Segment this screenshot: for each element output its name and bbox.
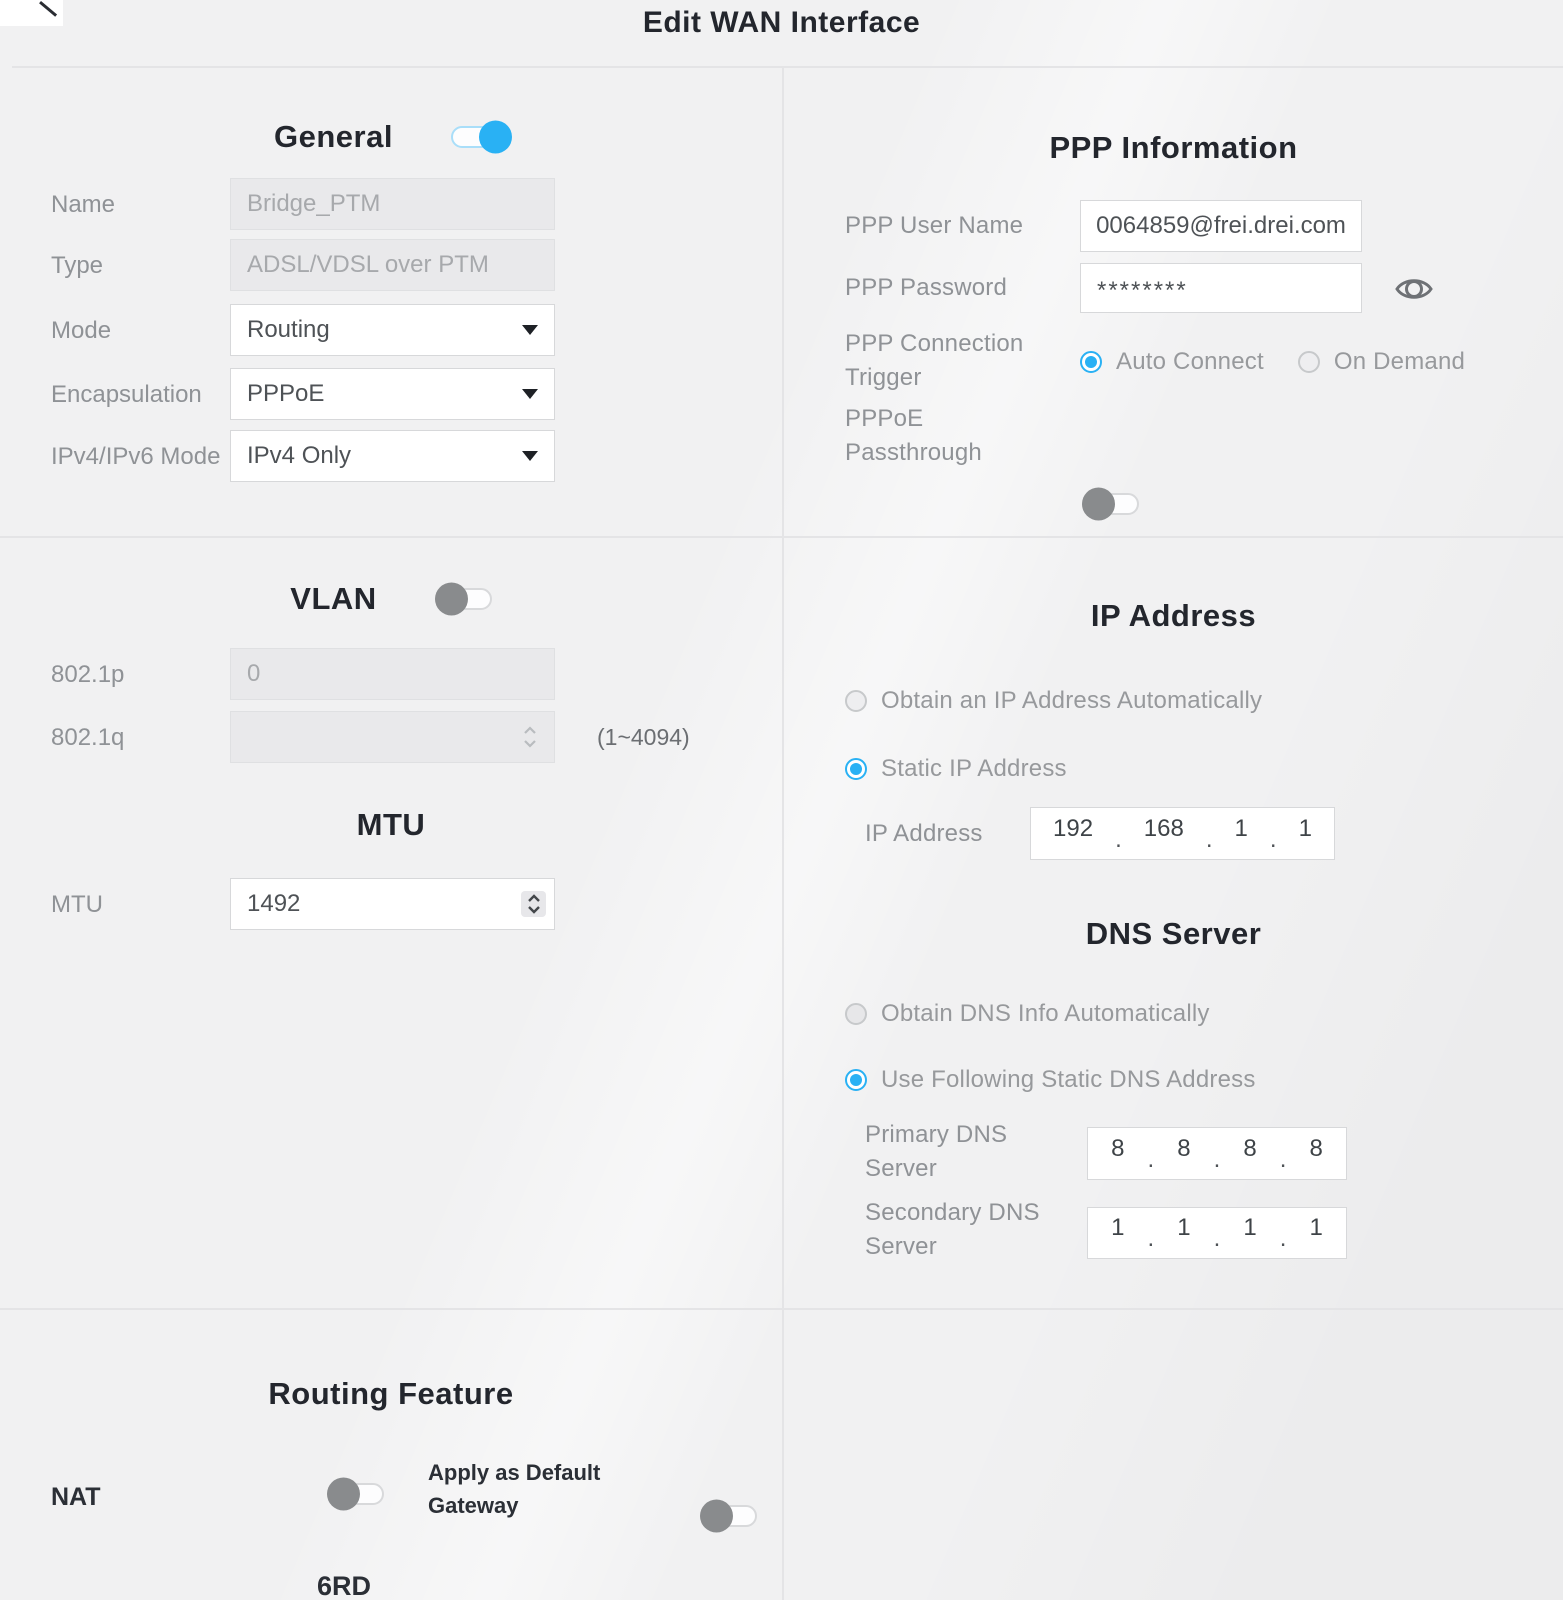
ip-dot	[1214, 1208, 1221, 1258]
ppp-heading: PPP Information	[1049, 130, 1298, 165]
mode-select[interactable]	[230, 304, 555, 356]
ip-static-radio[interactable]	[845, 758, 867, 780]
default-gateway-toggle-knob	[700, 1500, 733, 1533]
secondary-dns-input[interactable]	[1087, 1207, 1347, 1259]
auto-connect-option[interactable]	[1080, 348, 1264, 376]
chevron-down-icon	[522, 451, 538, 461]
mtu-heading-row	[0, 804, 782, 846]
ppp-user-label: PPP User Name	[845, 212, 1024, 239]
primary-dns-input[interactable]	[1087, 1127, 1347, 1180]
name-label: Name	[51, 190, 116, 218]
ip-dot	[1115, 808, 1122, 859]
dns-octet[interactable]: 1	[1243, 1214, 1257, 1241]
ip-mode-label: IPv4/IPv6 Mode	[51, 442, 221, 470]
number-stepper-icon[interactable]	[521, 891, 546, 917]
page-title: Edit WAN Interface	[642, 6, 921, 39]
ip-octet[interactable]: 168	[1143, 814, 1184, 842]
ip-octet[interactable]: 1	[1298, 814, 1312, 842]
ip-auto-radio[interactable]	[845, 690, 867, 712]
ppp-user-input[interactable]: 0064859@frei.drei.com	[1080, 200, 1362, 252]
on-demand-option[interactable]	[1298, 348, 1465, 376]
mtu-label: MTU	[51, 890, 103, 918]
ip-auto-label: Obtain an IP Address Automatically	[881, 687, 1263, 714]
general-toggle-knob	[479, 121, 512, 154]
ip-dot	[1280, 1208, 1287, 1258]
default-gateway-toggle[interactable]	[700, 1505, 757, 1527]
ip-dot	[1147, 1208, 1154, 1258]
encapsulation-select[interactable]	[230, 368, 555, 420]
type-label: Type	[51, 251, 104, 279]
section-divider-2	[0, 1308, 1563, 1310]
dns-octet[interactable]: 8	[1111, 1134, 1125, 1162]
ip-auto-option[interactable]	[845, 687, 1262, 715]
mode-select-value: Routing	[247, 316, 330, 343]
eye-icon[interactable]	[1394, 273, 1434, 305]
ip-dot	[1206, 808, 1213, 859]
ppp-password-input[interactable]	[1080, 263, 1362, 313]
mtu-heading: MTU	[356, 807, 426, 842]
routing-feature-heading: Routing Feature	[268, 1376, 514, 1411]
dns-auto-radio[interactable]	[845, 1003, 867, 1025]
vlan-8021q-row	[51, 711, 690, 763]
ip-mode-select[interactable]	[230, 430, 555, 482]
dns-server-heading: DNS Server	[1085, 916, 1262, 951]
dns-octet[interactable]: 8	[1177, 1134, 1191, 1162]
section-divider-1	[0, 536, 1563, 538]
mtu-value: 1492	[247, 890, 301, 917]
primary-dns-label: Primary DNS Server	[865, 1121, 1008, 1182]
vlan-8021q-input	[230, 711, 555, 763]
vlan-8021p-label: 802.1p	[51, 660, 125, 688]
dns-auto-label: Obtain DNS Info Automatically	[881, 1000, 1210, 1027]
nat-toggle-knob	[327, 1478, 360, 1511]
on-demand-radio[interactable]	[1298, 351, 1320, 373]
vlan-8021p-input: 0	[230, 648, 555, 700]
column-divider	[782, 67, 784, 1600]
encapsulation-label: Encapsulation	[51, 380, 202, 408]
ip-address-input[interactable]	[1030, 807, 1335, 860]
default-gateway-label: Apply as Default Gateway	[428, 1460, 601, 1518]
ip-mode-select-value: IPv4 Only	[247, 442, 352, 469]
pppoe-passthrough-toggle-knob	[1082, 488, 1115, 521]
vlan-toggle[interactable]	[435, 588, 492, 610]
dns-auto-option[interactable]	[845, 1000, 1210, 1028]
ip-address-field-label: IP Address	[865, 819, 983, 847]
encapsulation-select-value: PPPoE	[247, 380, 325, 407]
ip-octet[interactable]: 1	[1234, 814, 1248, 842]
nat-label: NAT	[51, 1483, 101, 1511]
ip-octet[interactable]: 192	[1053, 814, 1094, 842]
general-toggle[interactable]	[451, 126, 508, 148]
dns-octet[interactable]: 1	[1111, 1214, 1125, 1241]
dns-static-label: Use Following Static DNS Address	[881, 1066, 1256, 1093]
ppp-password-masked-value: ********	[1097, 277, 1188, 304]
vlan-8021q-hint: (1~4094)	[597, 723, 690, 750]
dns-static-option[interactable]	[845, 1066, 1256, 1094]
ppp-password-label: PPP Password	[845, 274, 1008, 301]
dns-octet[interactable]: 8	[1309, 1134, 1323, 1162]
auto-connect-radio[interactable]	[1080, 351, 1102, 373]
nat-toggle[interactable]	[327, 1483, 384, 1505]
chevron-down-icon	[522, 325, 538, 335]
dns-octet[interactable]: 1	[1309, 1214, 1323, 1241]
ip-static-option[interactable]	[845, 755, 1067, 783]
name-input: Bridge_PTM	[230, 178, 555, 230]
ppp-trigger-label: PPP Connection Trigger	[845, 330, 1024, 391]
secondary-dns-label: Secondary DNS Server	[865, 1199, 1040, 1260]
on-demand-label: On Demand	[1333, 348, 1466, 375]
general-heading-row	[0, 114, 782, 160]
ip-dot	[1280, 1128, 1287, 1179]
number-stepper-icon[interactable]	[522, 720, 538, 754]
vlan-8021q-label: 802.1q	[51, 723, 125, 751]
header-divider	[12, 66, 1563, 68]
vlan-heading: VLAN	[290, 581, 377, 616]
dns-octet[interactable]: 8	[1243, 1134, 1257, 1162]
vlan-toggle-knob	[435, 583, 468, 616]
general-heading: General	[274, 119, 393, 154]
ppp-trigger-options	[1080, 348, 1465, 376]
dns-static-radio[interactable]	[845, 1069, 867, 1091]
ip-mode-row	[51, 430, 555, 482]
mtu-input[interactable]	[230, 878, 555, 930]
ip-address-heading: IP Address	[1090, 598, 1257, 633]
mode-label: Mode	[51, 316, 112, 344]
type-row	[51, 239, 555, 291]
6rd-label: 6RD	[317, 1571, 372, 1600]
auto-connect-label: Auto Connect	[1116, 348, 1264, 375]
type-input: ADSL/VDSL over PTM	[230, 239, 555, 291]
ip-dot	[1147, 1128, 1154, 1179]
routing-feature-heading-row	[0, 1372, 782, 1416]
ip-dot	[1270, 808, 1277, 859]
mtu-row	[51, 878, 555, 930]
name-row	[51, 178, 555, 230]
vlan-heading-row	[0, 576, 782, 622]
pppoe-passthrough-toggle[interactable]	[1082, 493, 1139, 515]
chevron-down-icon	[522, 389, 538, 399]
mode-row	[51, 304, 555, 356]
ip-static-label: Static IP Address	[881, 755, 1067, 782]
encapsulation-row	[51, 368, 555, 420]
pppoe-passthrough-label: PPPoE Passthrough	[845, 405, 982, 466]
dns-octet[interactable]: 1	[1177, 1214, 1191, 1241]
ip-dot	[1214, 1128, 1221, 1179]
vlan-8021p-row	[51, 648, 555, 700]
